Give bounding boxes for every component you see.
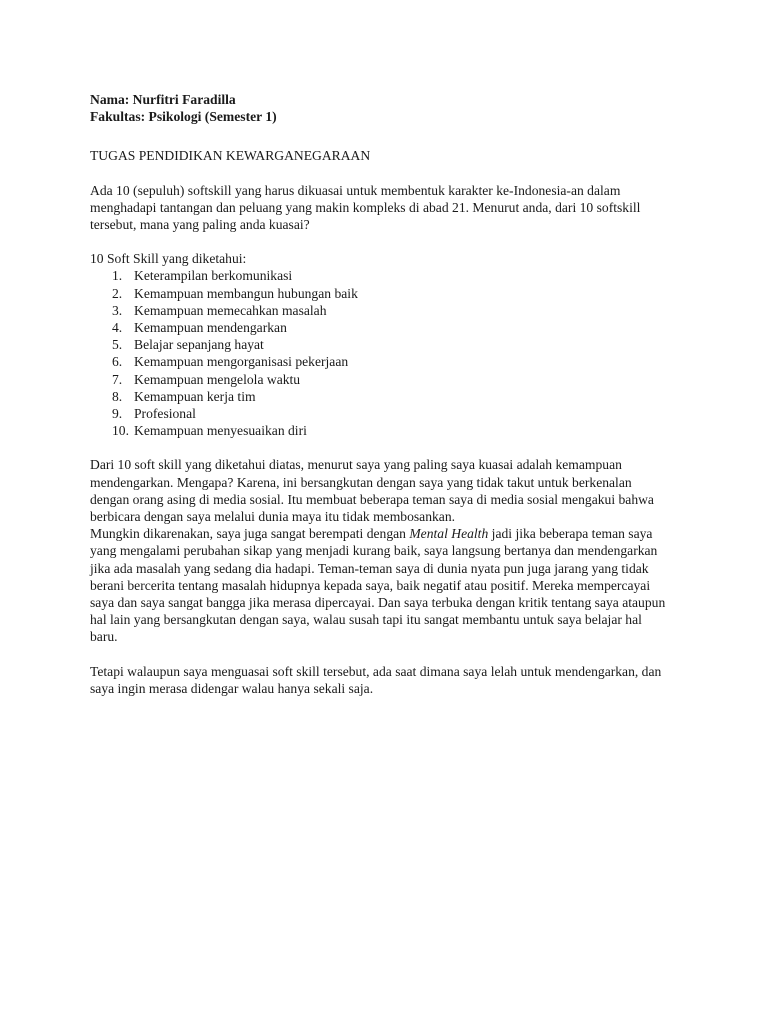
list-label: Kemampuan kerja tim [134, 388, 256, 404]
answer-line: berani bercerita tentang masalah hidupnya kepada saya, baik negatif atau positif. Mereka mempercayai [90, 577, 651, 593]
intro-line: tersebut, mana yang paling anda kuasai? [90, 217, 310, 233]
answer-line: baru. [90, 629, 118, 645]
answer-paragraph [90, 456, 690, 645]
list-item [90, 267, 690, 284]
list-heading: 10 Soft Skill yang diketahui: [90, 251, 247, 267]
answer-text: Mungkin dikarenakan, saya juga sangat berempati dengan [90, 526, 410, 542]
list-label: Belajar sepanjang hayat [134, 337, 264, 353]
emphasis-text: Mental Health [409, 526, 489, 542]
answer-line: mendengarkan. Mengapa? Karena, ini bersangkutan dengan saya yang tidak takut untuk berkenalan [90, 474, 632, 490]
intro-paragraph [90, 182, 690, 234]
list-number: 8. [112, 388, 123, 404]
answer-line [90, 525, 690, 542]
list-label: Kemampuan menyesuaikan diri [134, 423, 307, 439]
list-item [90, 336, 690, 353]
answer-text: jadi jika beberapa teman saya [488, 526, 653, 542]
list-item [90, 388, 690, 405]
list-item [90, 302, 690, 319]
answer-line: jika ada masalah yang sedang dia hadapi. Teman-teman saya di dunia nyata pun juga jarang yang tidak [90, 560, 649, 576]
list-number: 2. [112, 285, 123, 301]
list-number: 7. [112, 371, 123, 387]
list-label: Kemampuan mengorganisasi pekerjaan [134, 354, 349, 370]
list-label: Kemampuan membangun hubungan baik [134, 285, 358, 301]
list-item [90, 285, 690, 302]
faculty-line: Fakultas: Psikologi (Semester 1) [90, 109, 277, 125]
answer-line: saya dan saya sangat bangga jika merasa dipercayai. Dan saya terbuka dengan kritik tentang saya ataupun [90, 595, 666, 611]
list-number: 6. [112, 354, 123, 370]
list-label: Profesional [134, 406, 196, 422]
answer-line: dengan orang asing di media sosial. Itu membuat beberapa teman saya di media sosial mengakui bahwa [90, 491, 654, 507]
list-label: Kemampuan mendengarkan [134, 320, 287, 336]
list-number: 4. [112, 320, 123, 336]
answer-line: berbicara dengan saya melalui dunia maya itu tidak membosankan. [90, 509, 456, 525]
list-number: 9. [112, 406, 123, 422]
list-item [90, 371, 690, 388]
intro-line: menghadapi tantangan dan peluang yang makin kompleks di abad 21. Menurut anda, dari 10 softskill [90, 199, 641, 215]
list-number: 5. [112, 337, 123, 353]
assignment-title: TUGAS PENDIDIKAN KEWARGANEGARAAN [90, 148, 371, 164]
list-number: 3. [112, 302, 123, 318]
list-item [90, 405, 690, 422]
answer-line: yang mengalami perubahan sikap yang menjadi kurang baik, saya langsung bertanya dan mendengarkan [90, 543, 658, 559]
list-number: 10. [112, 423, 129, 439]
list-item [90, 319, 690, 336]
list-label: Kemampuan memecahkan masalah [134, 302, 327, 318]
list-label: Kemampuan mengelola waktu [134, 371, 301, 387]
closing-line: Tetapi walaupun saya menguasai soft skill tersebut, ada saat dimana saya lelah untuk mendengarkan, dan [90, 663, 662, 679]
answer-line: Dari 10 soft skill yang diketahui diatas, menurut saya yang paling saya kuasai adalah kemampuan [90, 457, 622, 473]
closing-paragraph [90, 663, 690, 697]
list-item [90, 353, 690, 370]
list-number: 1. [112, 268, 123, 284]
intro-line: Ada 10 (sepuluh) softskill yang harus dikuasai untuk membentuk karakter ke-Indonesia-an dalam [90, 182, 621, 198]
answer-line: hal lain yang bersangkutan dengan saya, walau susah tapi itu sangat membantu untuk saya belajar hal [90, 612, 642, 628]
skills-list [90, 267, 690, 439]
closing-line: saya ingin merasa didengar walau hanya sekali saja. [90, 680, 374, 696]
list-item [90, 422, 690, 439]
document-page [90, 91, 690, 697]
list-label: Keterampilan berkomunikasi [134, 268, 293, 284]
student-name: Nama: Nurfitri Faradilla [90, 92, 236, 107]
